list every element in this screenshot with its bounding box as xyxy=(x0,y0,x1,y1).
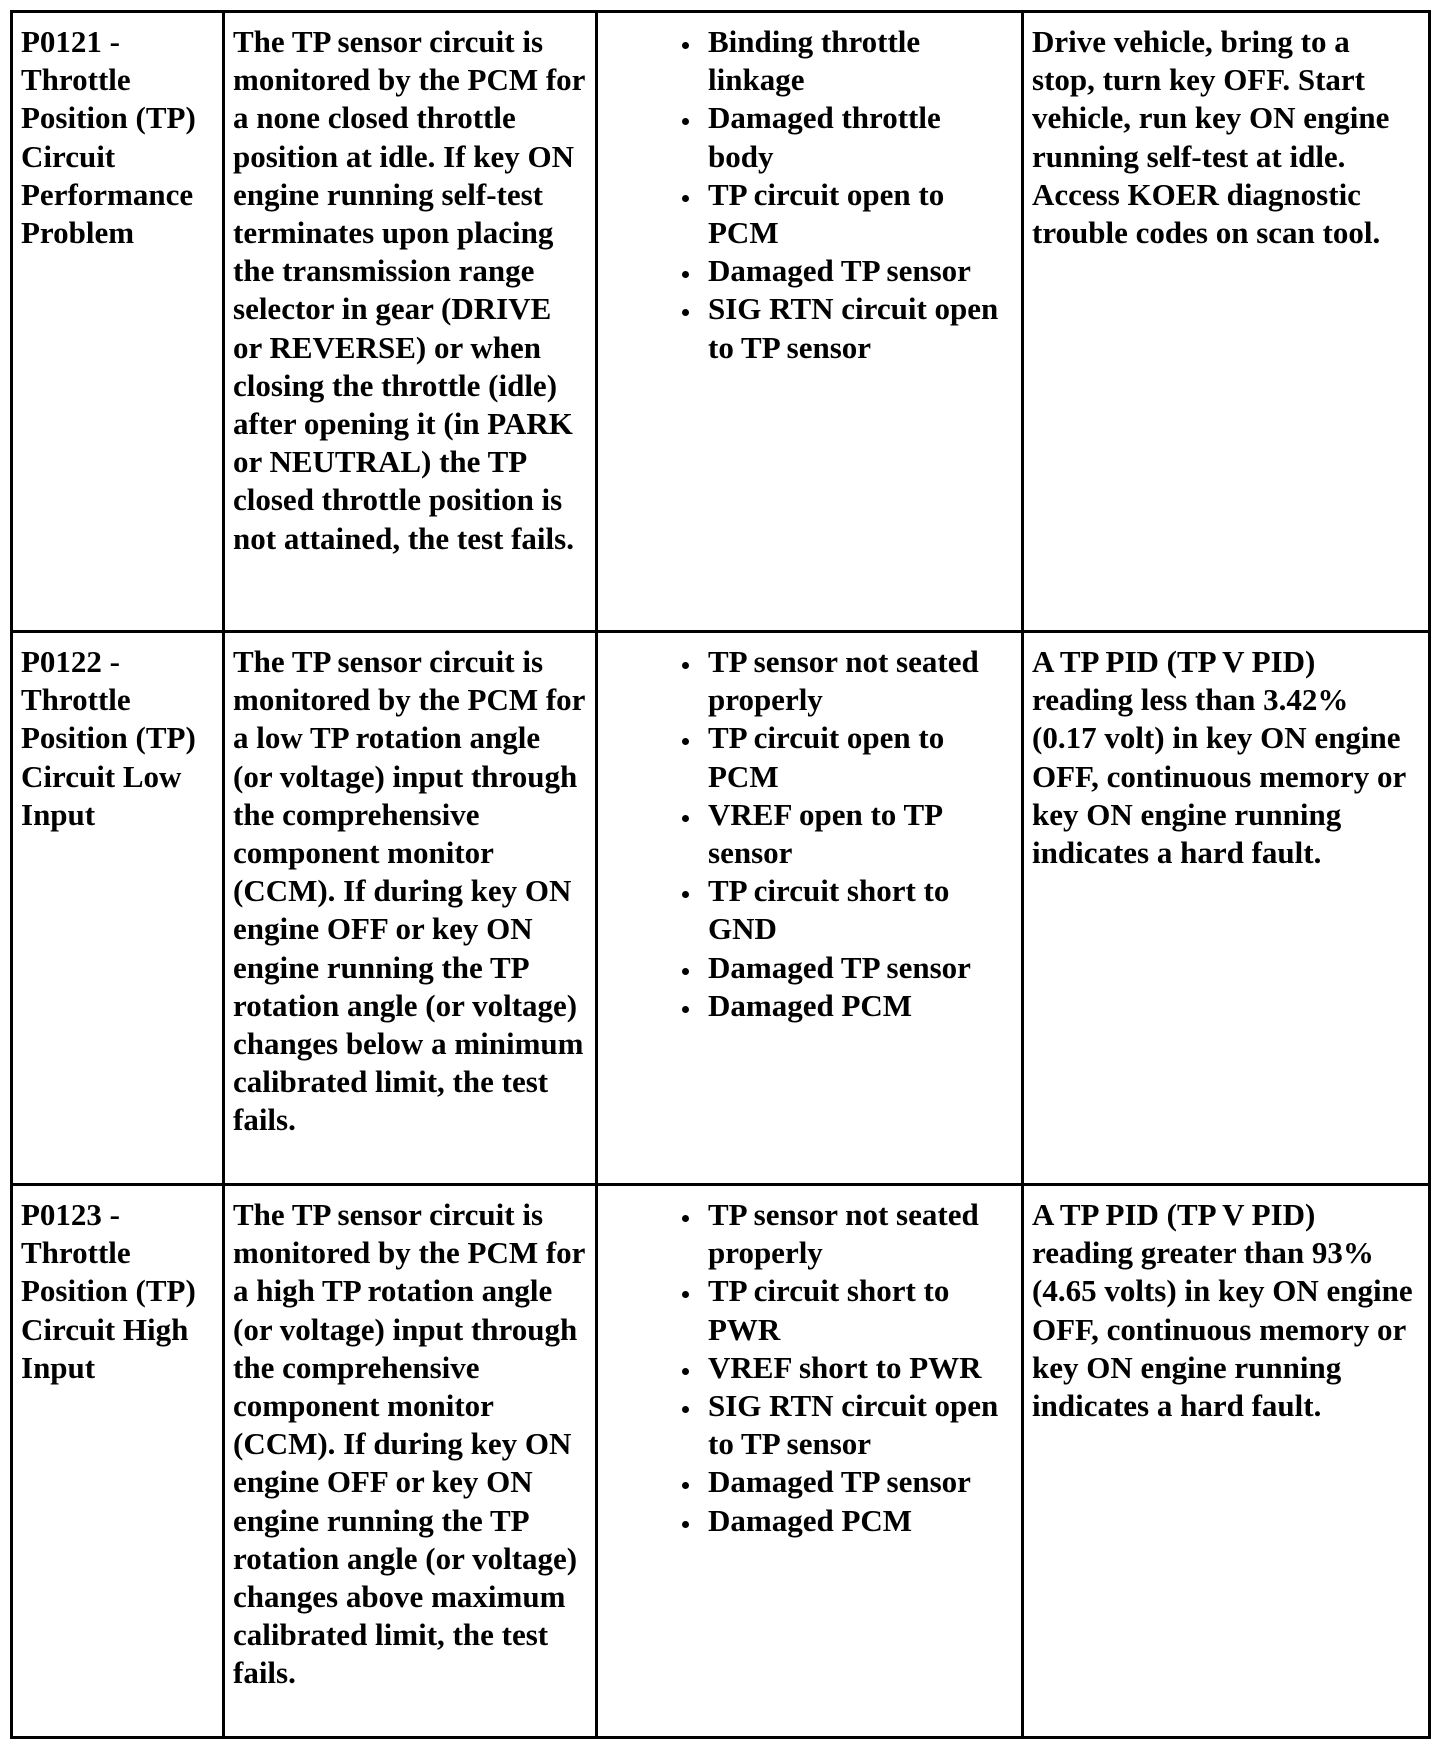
possible-causes-list xyxy=(606,1196,1013,1540)
list-item: • Damaged TP sensor xyxy=(702,1463,1013,1501)
table-row xyxy=(12,1185,1430,1738)
diagnostic-action-cell: A TP PID (TP V PID) reading less than 3.42% (0.17 volt) in key ON engine OFF, continuous memory or key ON engine running indicates a hard fault. xyxy=(1023,632,1430,1185)
possible-causes-cell xyxy=(597,12,1023,632)
list-item: • Damaged TP sensor xyxy=(702,949,1013,987)
dtc-code-cell: P0122 - Throttle Position (TP) Circuit Low Input xyxy=(12,632,224,1185)
table-row xyxy=(12,632,1430,1185)
description-cell: The TP sensor circuit is monitored by the PCM for a high TP rotation angle (or voltage) input through the comprehensive component monitor (CCM). If during key ON engine OFF or key ON engine running the TP rotation angle (or voltage) changes above maximum calibrated limit, the test fails. xyxy=(224,1185,597,1738)
list-item: • TP circuit short to GND xyxy=(702,872,1013,948)
dtc-table xyxy=(10,10,1431,1739)
list-item: • TP sensor not seated properly xyxy=(702,643,1013,719)
possible-causes-list xyxy=(606,23,1013,367)
diagnostic-action-cell: Drive vehicle, bring to a stop, turn key OFF. Start vehicle, run key ON engine running self-test at idle. Access KOER diagnostic trouble codes on scan tool. xyxy=(1023,12,1430,632)
list-item: • Damaged PCM xyxy=(702,1502,1013,1540)
diagnostic-action-cell: A TP PID (TP V PID) reading greater than 93% (4.65 volts) in key ON engine OFF, continuous memory or key ON engine running indicates a hard fault. xyxy=(1023,1185,1430,1738)
list-item: • Binding throttle linkage xyxy=(702,23,1013,99)
list-item: • TP sensor not seated properly xyxy=(702,1196,1013,1272)
list-item: • SIG RTN circuit open to TP sensor xyxy=(702,290,1013,366)
list-item: • Damaged TP sensor xyxy=(702,252,1013,290)
list-item: • SIG RTN circuit open to TP sensor xyxy=(702,1387,1013,1463)
possible-causes-cell xyxy=(597,632,1023,1185)
description-cell: The TP sensor circuit is monitored by the PCM for a low TP rotation angle (or voltage) input through the comprehensive component monitor (CCM). If during key ON engine OFF or key ON engine running the TP rotation angle (or voltage) changes below a minimum calibrated limit, the test fails. xyxy=(224,632,597,1185)
table-row xyxy=(12,12,1430,632)
description-cell: The TP sensor circuit is monitored by the PCM for a none closed throttle position at idle. If key ON engine running self-test terminates upon placing the transmission range selector in gear (DRIVE or REVERSE) or when closing the throttle (idle) after opening it (in PARK or NEUTRAL) the TP closed throttle position is not attained, the test fails. xyxy=(224,12,597,632)
list-item: • TP circuit open to PCM xyxy=(702,719,1013,795)
dtc-code-cell: P0123 - Throttle Position (TP) Circuit High Input xyxy=(12,1185,224,1738)
list-item: • Damaged throttle body xyxy=(702,99,1013,175)
list-item: • VREF short to PWR xyxy=(702,1349,1013,1387)
list-item: • TP circuit open to PCM xyxy=(702,176,1013,252)
possible-causes-cell xyxy=(597,1185,1023,1738)
possible-causes-list xyxy=(606,643,1013,1025)
list-item: • VREF open to TP sensor xyxy=(702,796,1013,872)
dtc-code-cell: P0121 - Throttle Position (TP) Circuit Performance Problem xyxy=(12,12,224,632)
list-item: • Damaged PCM xyxy=(702,987,1013,1025)
list-item: • TP circuit short to PWR xyxy=(702,1272,1013,1348)
